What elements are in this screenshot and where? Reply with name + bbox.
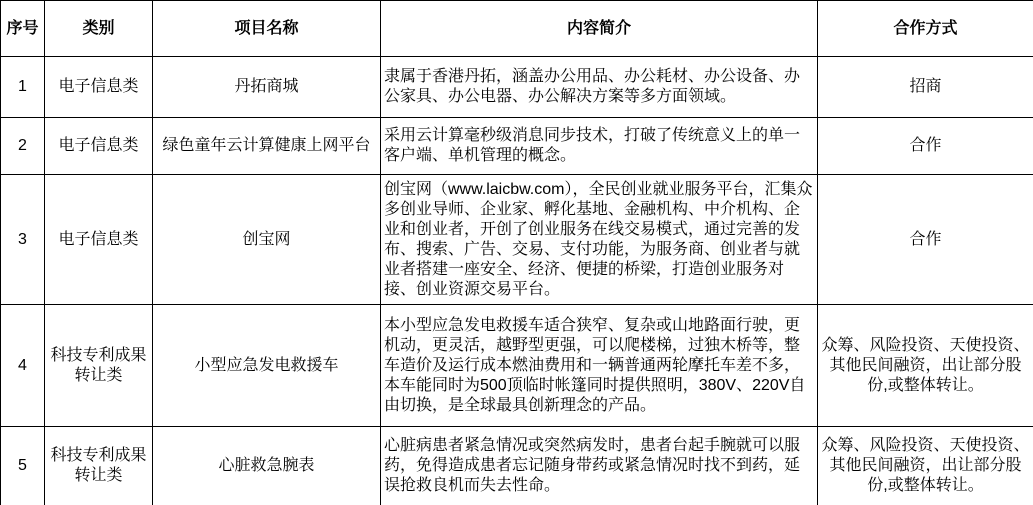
cell-no: 1 (1, 57, 45, 118)
header-no: 序号 (1, 1, 45, 57)
cell-intro: 本小型应急发电救援车适合狭窄、复杂或山地路面行驶，更机动，更灵活，越野型更强，可以爬楼梯，过独木桥等，整车造价及运行成本燃油费用和一辆普通两轮摩托车差不多，本车能同时为500顶临时帐篷同时提供照明，380V、220V自由切换，是全球最具创新理念的产品。 (381, 305, 818, 427)
cell-intro: 心脏病患者紧急情况或突然病发时，患者台起手腕就可以服药，免得造成患者忘记随身带药或紧急情况时找不到药，延误抢救良机而失去性命。 (381, 427, 818, 505)
cell-cooperation: 合作 (818, 175, 1033, 305)
cell-no: 2 (1, 118, 45, 175)
header-name: 项目名称 (153, 1, 381, 57)
cell-cooperation: 合作 (818, 118, 1033, 175)
cell-project-name: 心脏救急腕表 (153, 427, 381, 505)
header-cooperation: 合作方式 (818, 1, 1033, 57)
cell-category: 科技专利成果转让类 (45, 427, 153, 505)
cell-project-name: 小型应急发电救援车 (153, 305, 381, 427)
table-row (1, 57, 1033, 118)
cell-project-name: 创宝网 (153, 175, 381, 305)
cell-project-name: 绿色童年云计算健康上网平台 (153, 118, 381, 175)
header-category: 类别 (45, 1, 153, 57)
cell-category: 电子信息类 (45, 118, 153, 175)
header-intro: 内容简介 (381, 1, 818, 57)
header-row (1, 1, 1033, 57)
cell-project-name: 丹拓商城 (153, 57, 381, 118)
cell-cooperation: 招商 (818, 57, 1033, 118)
cell-cooperation: 众筹、风险投资、天使投资、其他民间融资，出让部分股份,或整体转让。 (818, 305, 1033, 427)
cell-no: 5 (1, 427, 45, 505)
table-row (1, 305, 1033, 427)
table-row (1, 118, 1033, 175)
cell-category: 电子信息类 (45, 57, 153, 118)
cell-category: 电子信息类 (45, 175, 153, 305)
cell-cooperation: 众筹、风险投资、天使投资、其他民间融资，出让部分股份,或整体转让。 (818, 427, 1033, 505)
table-row (1, 427, 1033, 505)
cell-intro: 创宝网（www.laicbw.com），全民创业就业服务平台，汇集众多创业导师、企业家、孵化基地、金融机构、中介机构、企业和创业者，开创了创业服务在线交易模式，通过完善的发布、搜索、广告、交易、支付功能，为服务商、创业者与就业者搭建一座安全、经济、便捷的桥梁，打造创业服务对接、创业资源交易平台。 (381, 175, 818, 305)
cell-intro: 隶属于香港丹拓，涵盖办公用品、办公耗材、办公设备、办公家具、办公电器、办公解决方案等多方面领域。 (381, 57, 818, 118)
cell-no: 3 (1, 175, 45, 305)
table-row (1, 175, 1033, 305)
cell-category: 科技专利成果转让类 (45, 305, 153, 427)
cell-no: 4 (1, 305, 45, 427)
cell-intro: 采用云计算毫秒级消息同步技术，打破了传统意义上的单一客户端、单机管理的概念。 (381, 118, 818, 175)
